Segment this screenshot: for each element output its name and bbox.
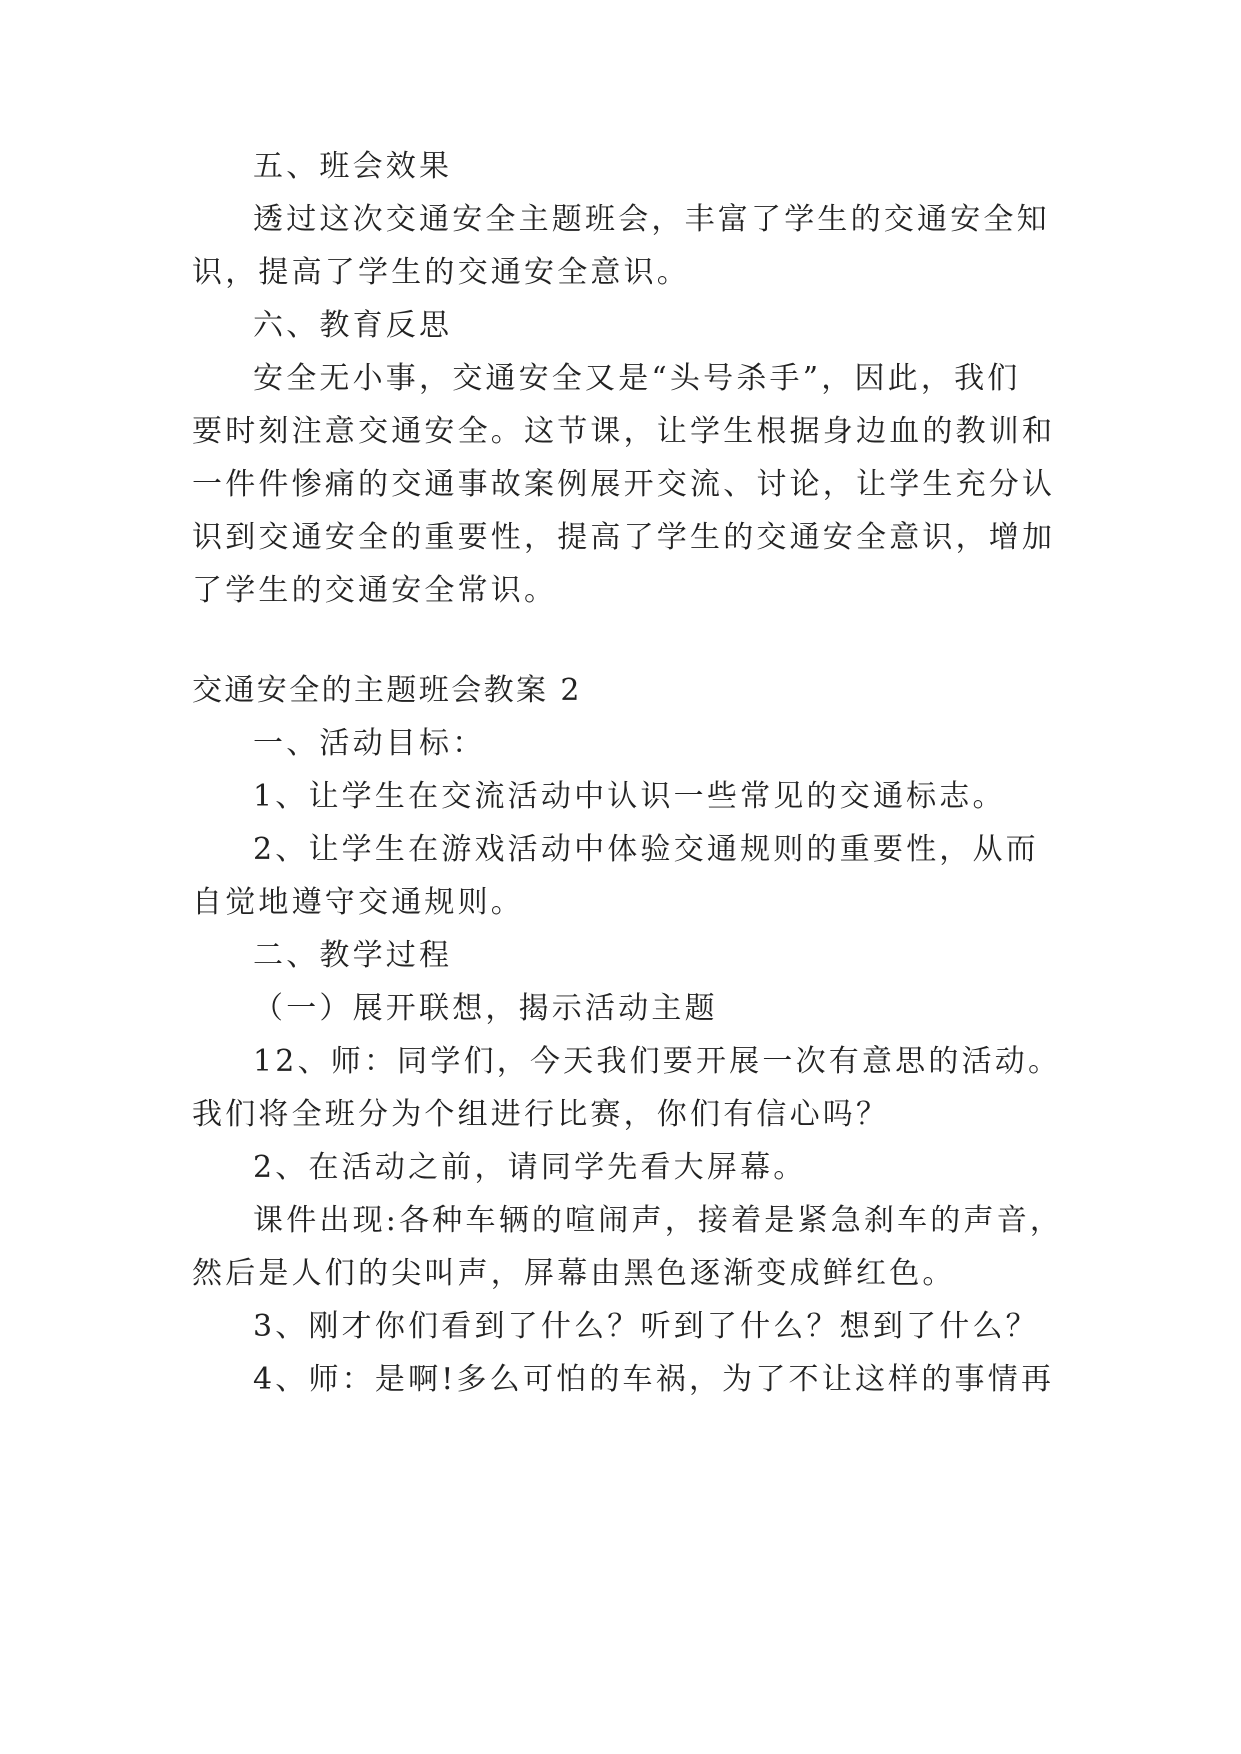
section6-paragraph-line: 了学生的交通安全常识。 <box>192 573 558 608</box>
section6-paragraph-line: 安全无小事，交通安全又是“头号杀手”，因此，我们 <box>253 361 1021 396</box>
section5-paragraph-line: 透过这次交通安全主题班会，丰富了学生的交通安全知 <box>253 202 1050 237</box>
goal-heading: 一、活动目标： <box>253 726 486 761</box>
courseware-line: 然后是人们的尖叫声，屏幕由黑色逐渐变成鲜红色。 <box>192 1256 956 1291</box>
process-item: 3、刚才你们看到了什么？听到了什么？想到了什么？ <box>253 1309 1039 1344</box>
plan2-title: 交通安全的主题班会教案 2 <box>192 673 582 708</box>
section5-paragraph-line: 识，提高了学生的交通安全意识。 <box>192 255 690 290</box>
process-item: 4、师：是啊!多么可怕的车祸，为了不让这样的事情再 <box>253 1362 1055 1397</box>
section5-heading: 五、班会效果 <box>253 149 453 184</box>
courseware-line: 课件出现:各种车辆的喧闹声，接着是紧急刹车的声音， <box>253 1203 1064 1238</box>
goal-item-continuation: 自觉地遵守交通规则。 <box>192 885 524 920</box>
process-item: 2、在活动之前，请同学先看大屏幕。 <box>253 1150 807 1185</box>
process-item-continuation: 我们将全班分为个组进行比赛，你们有信心吗？ <box>192 1097 890 1132</box>
section6-paragraph-line: 识到交通安全的重要性，提高了学生的交通安全意识，增加 <box>192 520 1056 555</box>
section6-paragraph-line: 要时刻注意交通安全。这节课，让学生根据身边血的教训和 <box>192 414 1056 449</box>
process-item: 12、师：同学们，今天我们要开展一次有意思的活动。 <box>253 1044 1062 1079</box>
step1-heading: （一）展开联想，揭示活动主题 <box>253 991 718 1026</box>
goal-item: 2、让学生在游戏活动中体验交通规则的重要性，从而 <box>253 832 1039 867</box>
process-heading: 二、教学过程 <box>253 938 453 973</box>
goal-item: 1、让学生在交流活动中认识一些常见的交通标志。 <box>253 779 1006 814</box>
section6-paragraph-line: 一件件惨痛的交通事故案例展开交流、讨论，让学生充分认 <box>192 467 1056 502</box>
section6-heading: 六、教育反思 <box>253 308 453 343</box>
